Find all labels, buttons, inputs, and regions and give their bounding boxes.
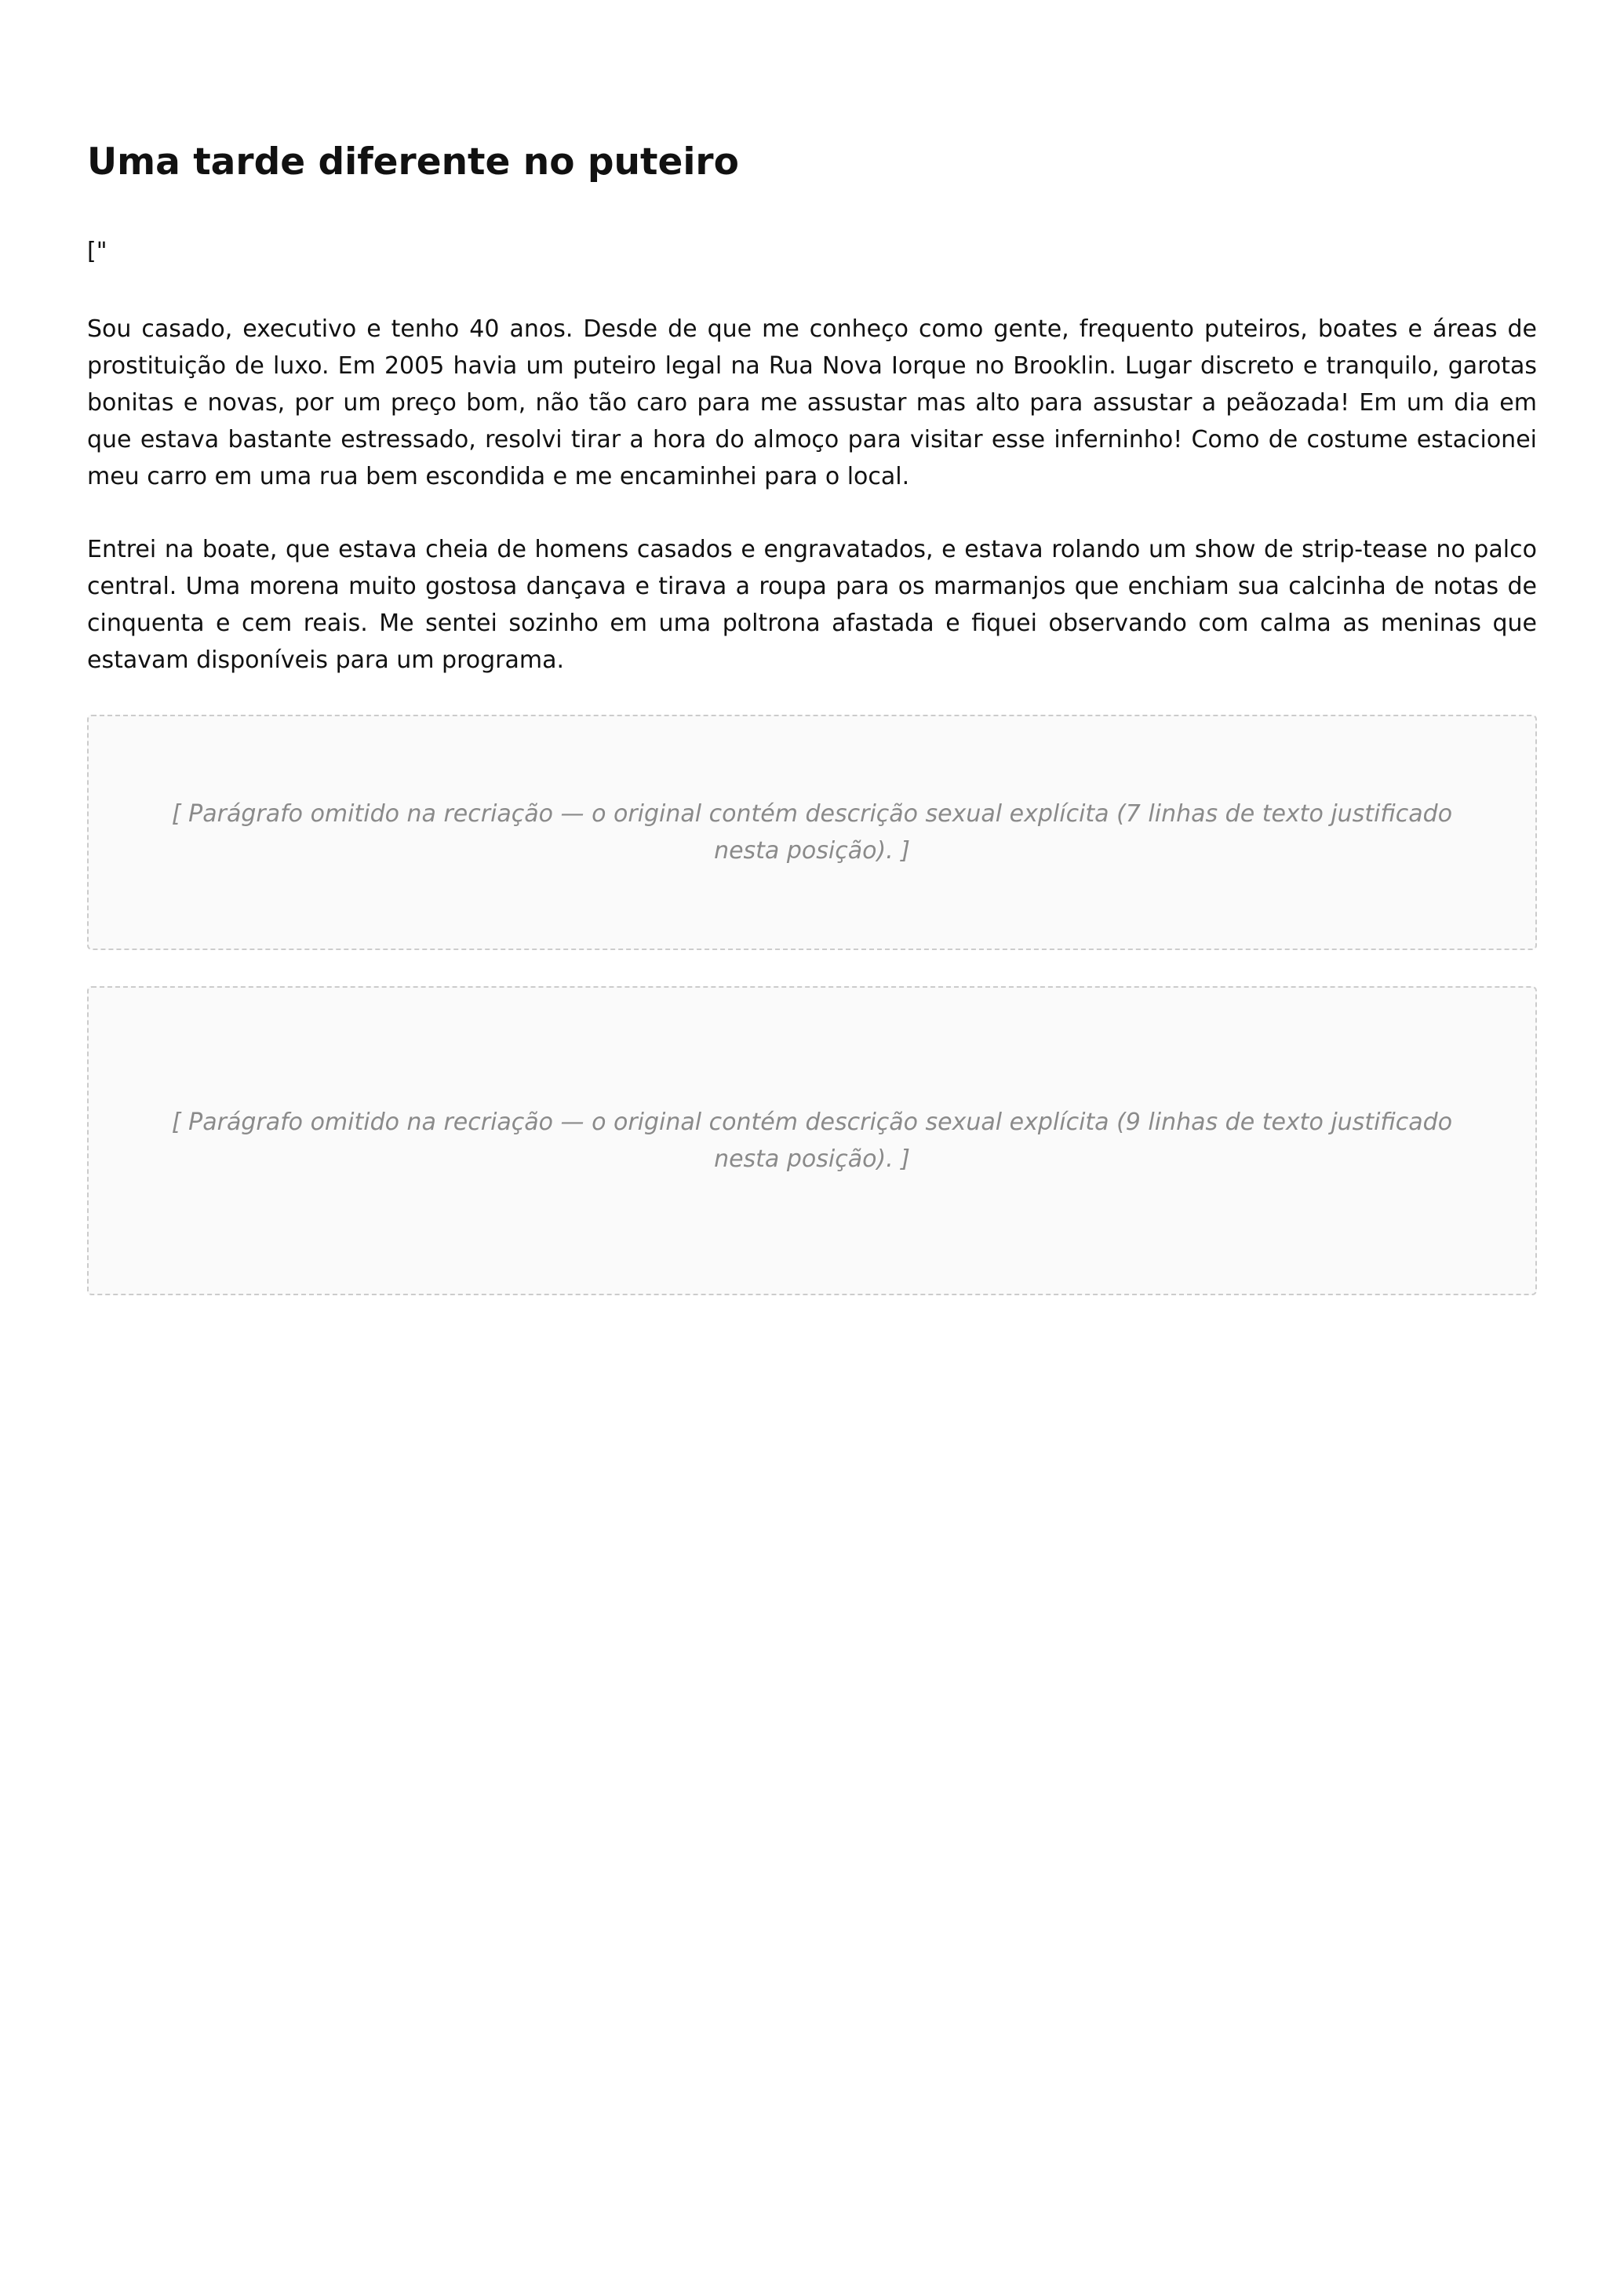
paragraph-3-redacted: [ Parágrafo omitido na recriação — o original contém descrição sexual explícita (7 linhas de texto justificado nesta posição). ] (87, 715, 1537, 950)
paragraph-4-redacted: [ Parágrafo omitido na recriação — o original contém descrição sexual explícita (9 linhas de texto justificado nesta posição). ] (87, 986, 1537, 1295)
page-title: Uma tarde diferente no puteiro (87, 140, 739, 184)
paragraph-2: Entrei na boate, que estava cheia de homens casados e engravatados, e estava rolando um show de strip-tease no palco central. Uma morena muito gostosa dançava e tirava a roupa para os marmanjos que enchiam sua calcinha de notas de cinquenta e cem reais. Me sentei sozinho em uma poltrona afastada e fiquei observando com calma as meninas que estavam disponíveis para um programa. (87, 535, 1537, 674)
paragraph-1: Sou casado, executivo e tenho 40 anos. Desde de que me conheço como gente, frequento puteiros, boates e áreas de prostituição de luxo. Em 2005 havia um puteiro legal na Rua Nova Iorque no Brooklin. Lugar discreto e tranquilo, garotas bonitas e novas, por um preço bom, não tão caro para me assustar mas alto para assustar a peãozada! Em um dia em que estava bastante estressado, resolvi tirar a hora do almoço para visitar esse inferninho! Como de costume estacionei meu carro em uma rua bem escondida e me encaminhei para o local. (87, 315, 1537, 490)
quote-marker: [" (87, 237, 107, 265)
